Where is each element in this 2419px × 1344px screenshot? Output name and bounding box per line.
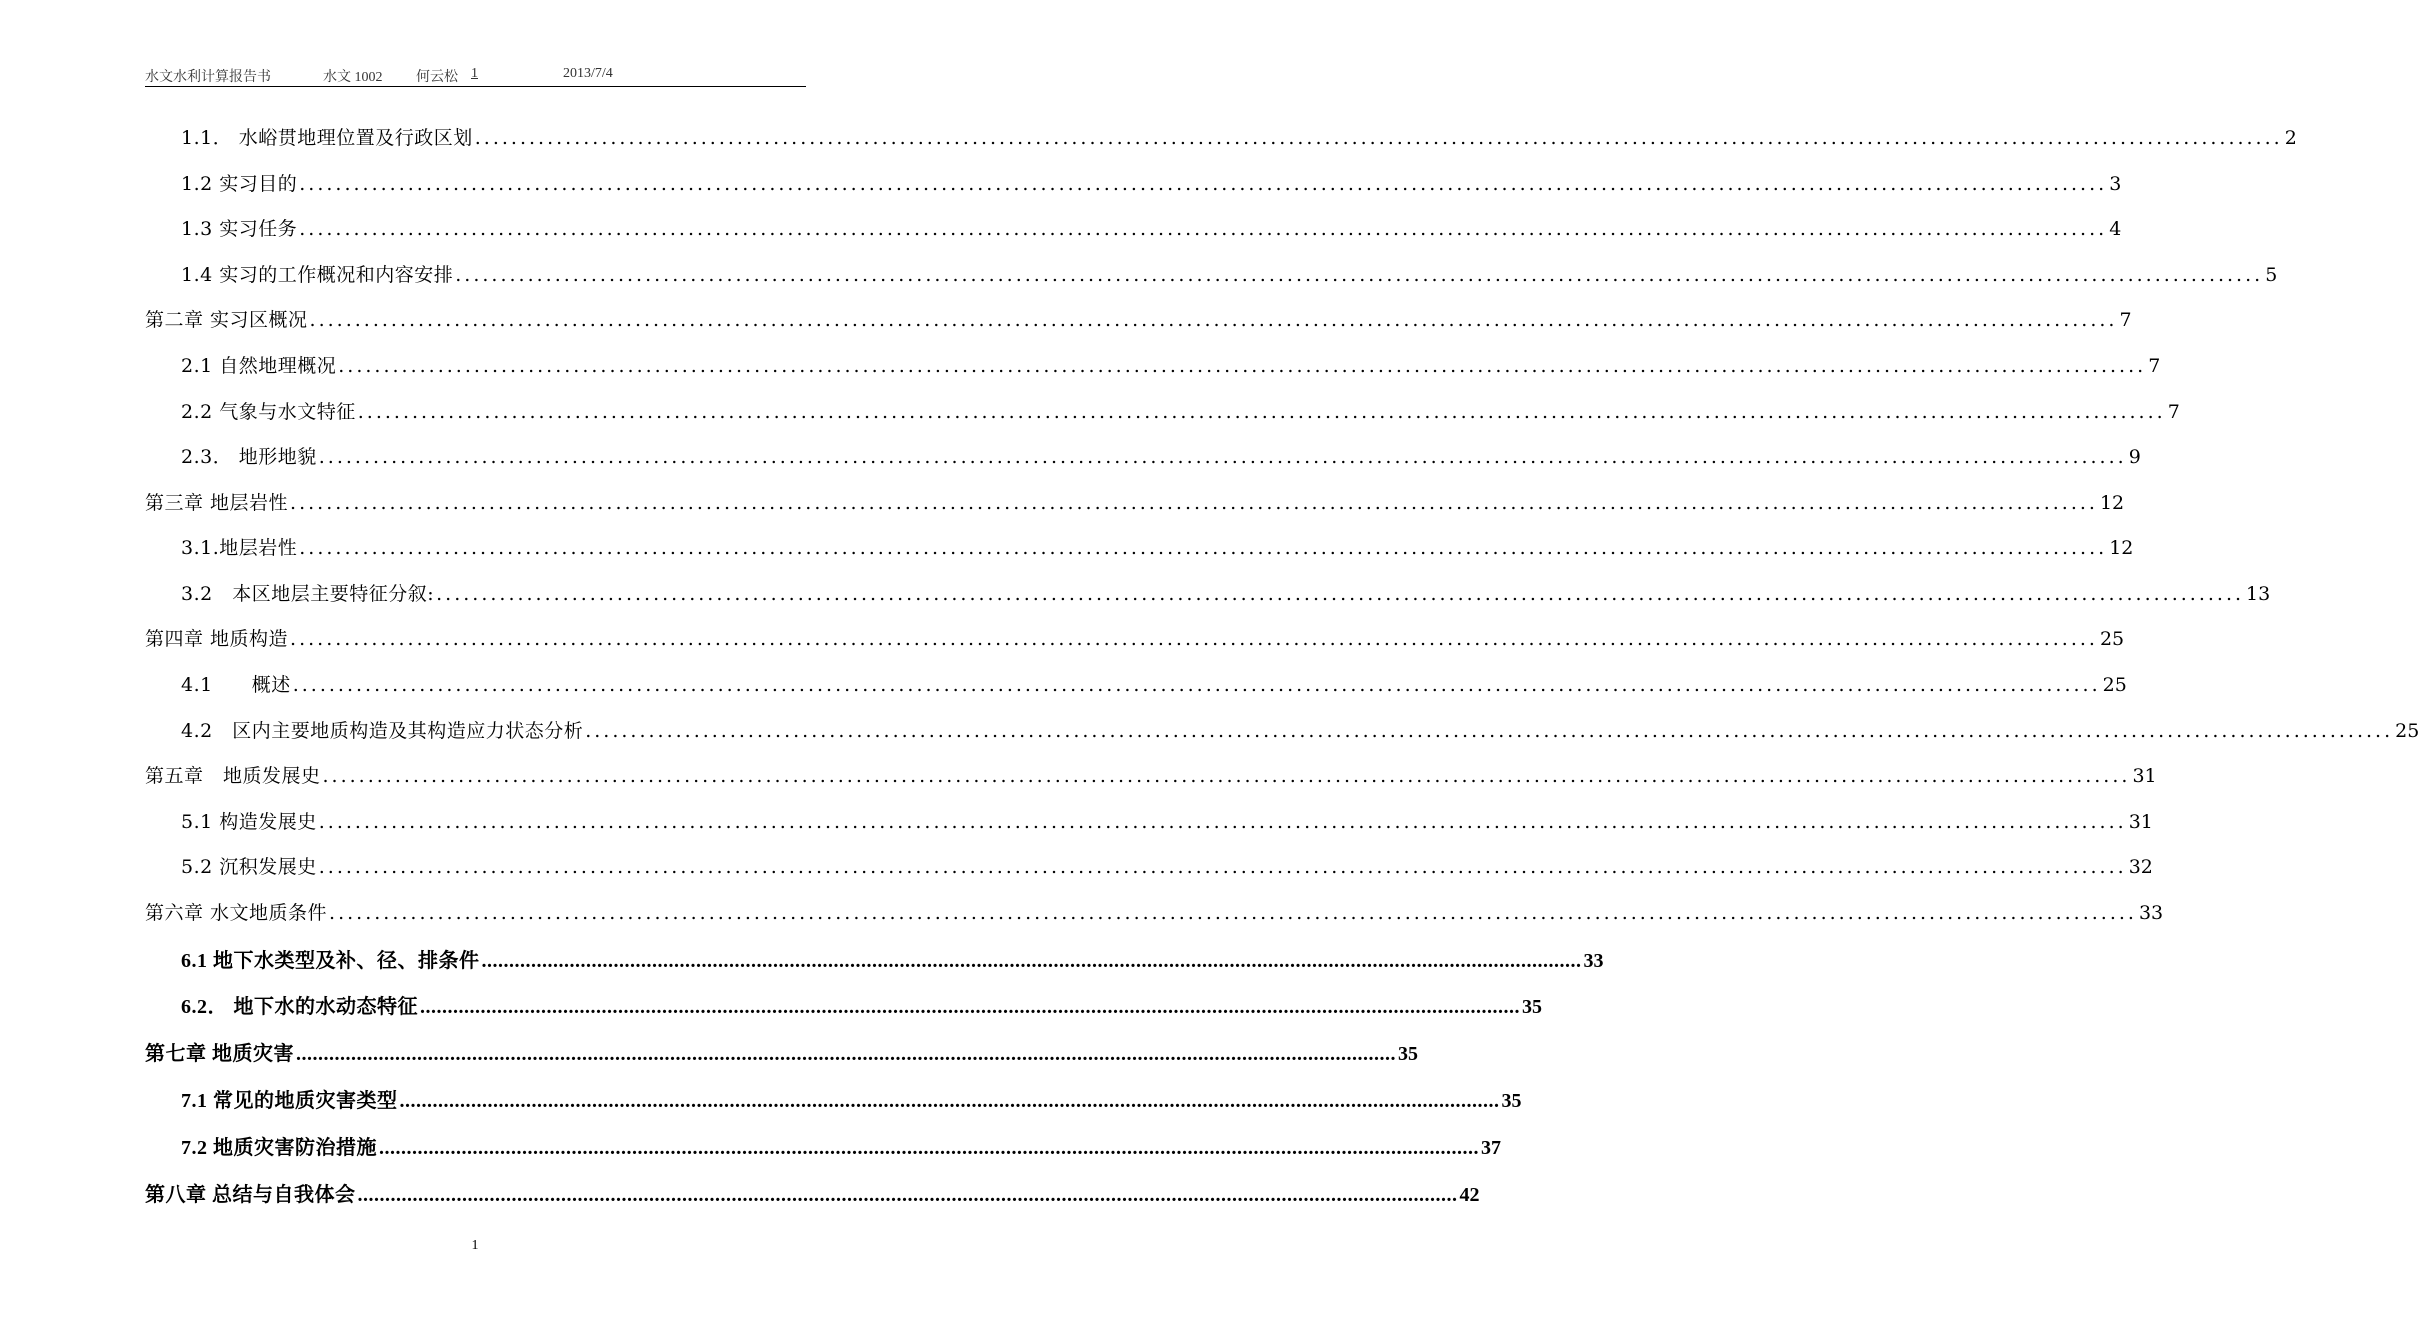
- toc-entry-page: 32: [2128, 856, 2153, 878]
- toc-entry-label: 4.1 概述: [181, 674, 291, 696]
- toc-entry-label: 1.1． 水峪贯地理位置及行政区划: [181, 127, 473, 149]
- page-footer: [0, 1238, 950, 1254]
- toc-entry-page: 2: [2284, 127, 2297, 149]
- toc-entry-page: 35: [1398, 1043, 1418, 1065]
- toc-dot-leader: ........................................................................................................................................................................................................: [299, 218, 2108, 240]
- toc-entry-page: 13: [2246, 583, 2271, 605]
- toc-entry[interactable]: [181, 852, 2153, 882]
- toc-entry-page: 4: [2109, 218, 2122, 240]
- toc-entry-page: 25: [2099, 628, 2125, 650]
- toc-entry[interactable]: [181, 123, 2297, 153]
- toc-entry-page: 33: [2138, 902, 2164, 924]
- toc-entry-label: 第六章 水文地质条件: [145, 902, 328, 924]
- toc-dot-leader: ........................................................................................................................................................................................................: [481, 950, 1582, 972]
- toc-dot-leader: ........................................................................................................................................................................................................: [357, 1184, 1458, 1206]
- student-number: 1: [471, 66, 478, 81]
- toc-entry[interactable]: [145, 1037, 1418, 1067]
- toc-entry[interactable]: [145, 624, 2125, 654]
- toc-entry-label: 7.2 地质灾害防治措施: [181, 1137, 377, 1159]
- toc-dot-leader: ........................................................................................................................................................................................................: [329, 902, 2137, 924]
- toc-entry[interactable]: [145, 761, 2157, 791]
- toc-entry[interactable]: [145, 488, 2125, 518]
- toc-entry-label: 5.2 沉积发展史: [181, 856, 317, 878]
- toc-dot-leader: ........................................................................................................................................................................................................: [338, 355, 2147, 377]
- toc-entry[interactable]: [181, 670, 2127, 700]
- class-name: 水文 1002: [323, 70, 383, 85]
- toc-dot-leader: ........................................................................................................................................................................................................: [585, 720, 2394, 742]
- toc-dot-leader: ........................................................................................................................................................................................................: [318, 446, 2127, 468]
- toc-dot-leader: ........................................................................................................................................................................................................: [290, 628, 2098, 650]
- toc-dot-leader: ........................................................................................................................................................................................................: [318, 811, 2127, 833]
- toc-entry-label: 3.2 本区地层主要特征分叙:: [181, 583, 435, 605]
- toc-entry-page: 35: [1522, 996, 1542, 1018]
- toc-entry-label: 1.4 实习的工作概况和内容安排: [181, 264, 454, 286]
- toc-entry-label: 第二章 实习区概况: [145, 309, 308, 331]
- toc-entry-page: 31: [2132, 765, 2157, 787]
- toc-entry-label: 1.2 实习目的: [181, 173, 298, 195]
- toc-entry-label: 3.1.地层岩性: [181, 537, 298, 559]
- toc-dot-leader: ........................................................................................................................................................................................................: [399, 1090, 1500, 1112]
- toc-entry-page: 25: [2395, 720, 2419, 742]
- toc-entry-page: 7: [2119, 309, 2132, 331]
- toc-entry[interactable]: [181, 1084, 1522, 1114]
- toc-entry[interactable]: [181, 260, 2278, 290]
- toc-entry[interactable]: [181, 1131, 1501, 1161]
- page-number: 1: [471, 1238, 479, 1253]
- toc-entry-page: 7: [2167, 401, 2180, 423]
- toc-entry[interactable]: [181, 579, 2271, 609]
- toc-entry[interactable]: [145, 898, 2164, 928]
- toc-entry-page: 9: [2128, 446, 2141, 468]
- toc-entry-page: 33: [1583, 950, 1604, 972]
- toc-entry-page: 3: [2109, 173, 2122, 195]
- toc-dot-leader: ........................................................................................................................................................................................................: [322, 765, 2131, 787]
- toc-entry-label: 2.1 自然地理概况: [181, 355, 337, 377]
- toc-entry[interactable]: [181, 533, 2134, 563]
- report-title: 水文水利计算报告书: [145, 70, 271, 85]
- toc-entry-label: 第八章 总结与自我体会: [145, 1184, 356, 1206]
- toc-entry-label: 第五章 地质发展史: [145, 765, 321, 787]
- toc-dot-leader: ........................................................................................................................................................................................................: [292, 674, 2101, 696]
- toc-dot-leader: ........................................................................................................................................................................................................: [420, 996, 1520, 1018]
- toc-dot-leader: ........................................................................................................................................................................................................: [455, 264, 2264, 286]
- toc-entry-label: 6.1 地下水类型及补、径、排条件: [181, 950, 480, 972]
- toc-entry[interactable]: [145, 305, 2132, 335]
- toc-entry-page: 31: [2128, 811, 2153, 833]
- page-header: [145, 64, 806, 87]
- toc-entry-page: 5: [2265, 264, 2278, 286]
- toc-entry-label: 2.3． 地形地貌: [181, 446, 317, 468]
- toc-dot-leader: ........................................................................................................................................................................................................: [436, 583, 2245, 605]
- toc-entry-label: 第三章 地层岩性: [145, 492, 289, 514]
- author-name: 何云松: [416, 70, 458, 85]
- toc-entry-page: 7: [2148, 355, 2161, 377]
- toc-dot-leader: ........................................................................................................................................................................................................: [299, 173, 2108, 195]
- toc-entry-label: 第七章 地质灾害: [145, 1043, 294, 1065]
- toc-entry[interactable]: [181, 169, 2122, 199]
- toc-entry-page: 12: [2109, 537, 2134, 559]
- toc-entry-label: 4.2 区内主要地质构造及其构造应力状态分析: [181, 720, 584, 742]
- report-date: 2013/7/4: [563, 66, 613, 81]
- toc-entry[interactable]: [181, 944, 1604, 974]
- toc-dot-leader: ........................................................................................................................................................................................................: [290, 492, 2098, 514]
- toc-dot-leader: ........................................................................................................................................................................................................: [379, 1137, 1479, 1159]
- toc-entry-label: 第四章 地质构造: [145, 628, 289, 650]
- toc-entry-page: 12: [2099, 492, 2125, 514]
- toc-entry-label: 5.1 构造发展史: [181, 811, 317, 833]
- toc-entry[interactable]: [181, 397, 2180, 427]
- toc-entry-label: 2.2 气象与水文特征: [181, 401, 356, 423]
- toc-dot-leader: ........................................................................................................................................................................................................: [474, 127, 2283, 149]
- toc-entry[interactable]: [181, 990, 1542, 1020]
- toc-dot-leader: ........................................................................................................................................................................................................: [299, 537, 2108, 559]
- toc-dot-leader: ........................................................................................................................................................................................................: [296, 1043, 1396, 1065]
- toc-dot-leader: ........................................................................................................................................................................................................: [318, 856, 2127, 878]
- toc-entry[interactable]: [181, 807, 2153, 837]
- toc-entry-page: 35: [1501, 1090, 1522, 1112]
- toc-entry[interactable]: [181, 442, 2141, 472]
- toc-entry-page: 37: [1481, 1137, 1501, 1159]
- toc-entry[interactable]: [181, 214, 2122, 244]
- toc-entry[interactable]: [181, 351, 2161, 381]
- toc-entry-label: 6.2． 地下水的水动态特征: [181, 996, 418, 1018]
- toc-entry[interactable]: [145, 1178, 1480, 1208]
- toc-entry-label: 1.3 实习任务: [181, 218, 298, 240]
- toc-entry-label: 7.1 常见的地质灾害类型: [181, 1090, 398, 1112]
- toc-dot-leader: ........................................................................................................................................................................................................: [309, 309, 2118, 331]
- toc-dot-leader: ........................................................................................................................................................................................................: [357, 401, 2166, 423]
- toc-entry-page: 42: [1459, 1184, 1480, 1206]
- toc-entry[interactable]: [181, 716, 2419, 746]
- toc-entry-page: 25: [2102, 674, 2127, 696]
